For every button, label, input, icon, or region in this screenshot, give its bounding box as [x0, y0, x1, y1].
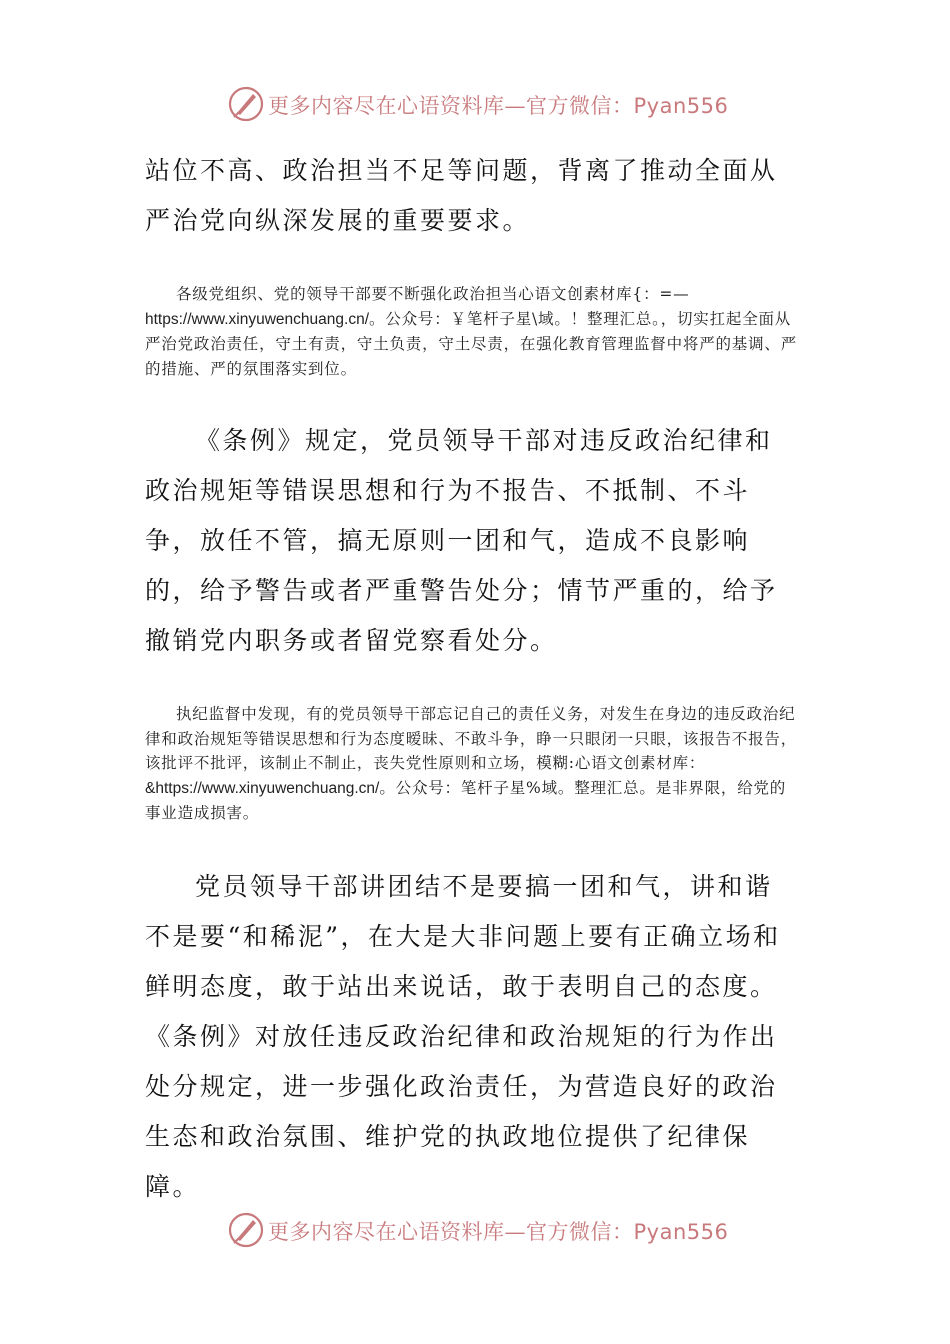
quill-logo-icon — [226, 1210, 266, 1250]
footer-banner — [0, 1208, 950, 1252]
banner-handle: Pyan556 — [633, 94, 729, 118]
paragraph-3: 《条例》规定，党员领导干部对违反政治纪律和政治规矩等错误思想和行为不报告、不抵制、不斗争，放任不管，搞无原则一团和气，造成不良影响的，给予警告或者严重警告处分；情节严重的，给予撤销党内职务或者留党察看处分。 — [145, 426, 778, 655]
paragraph-2-text-a: 各级党组织、党的领导干部要不断强化政治担当心语文创素材库{：=— — [176, 285, 690, 303]
paragraph-2-text-b: 。公众号：￥笔杆子星\域。！整理汇总。，切实扛起全面从严治党政治责任，守土有责，守土负责，守土尽责，在强化教育管理监督中将严的基调、严的措施、严的氛围落实到位。 — [145, 309, 798, 378]
banner-text — [268, 90, 728, 120]
paragraph-4-url: &https://www.xinyuwenchuang.cn/ — [145, 779, 380, 797]
quill-logo-icon — [226, 84, 266, 124]
paragraph-5: 党员领导干部讲团结不是要搞一团和气，讲和谐不是要“和稀泥”，在大是大非问题上要有正确立场和鲜明态度，敢于站出来说话，敢于表明自己的态度。《条例》对放任违反政治纪律和政治规矩的行为作出处分规定，进一步强化政治责任，为营造良好的政治生态和政治氛围、维护党的执政地位提供了纪律保障。 — [145, 872, 781, 1201]
banner-label: 更多内容尽在心语资料库—官方微信： — [268, 94, 634, 118]
banner-handle: Pyan556 — [633, 1220, 729, 1244]
header-banner — [0, 82, 950, 126]
paragraph-4 — [145, 702, 800, 826]
banner-text — [268, 1216, 728, 1246]
banner-label: 更多内容尽在心语资料库—官方微信： — [268, 1220, 634, 1244]
paragraph-2-url: https://www.xinyuwenchuang.cn/ — [145, 310, 370, 328]
paragraph-4-text-a: 执纪监督中发现，有的党员领导干部忘记自己的责任义务，对发生在身边的违反政治纪律和政治规矩等错误思想和行为态度暧昧、不敢斗争，睁一只眼闭一只眼，该报告不报告，该批评不批评，该制止不制止，丧失党性原则和立场，模糊:心语文创素材库： — [145, 705, 798, 772]
paragraph-4-text-b: 。公众号：笔杆子星%域。整理汇总。是非界限，给党的事业造成损害。 — [145, 778, 787, 822]
paragraph-1: 站位不高、政治担当不足等问题，背离了推动全面从严治党向纵深发展的重要要求。 — [145, 156, 778, 235]
paragraph-2 — [145, 282, 800, 381]
